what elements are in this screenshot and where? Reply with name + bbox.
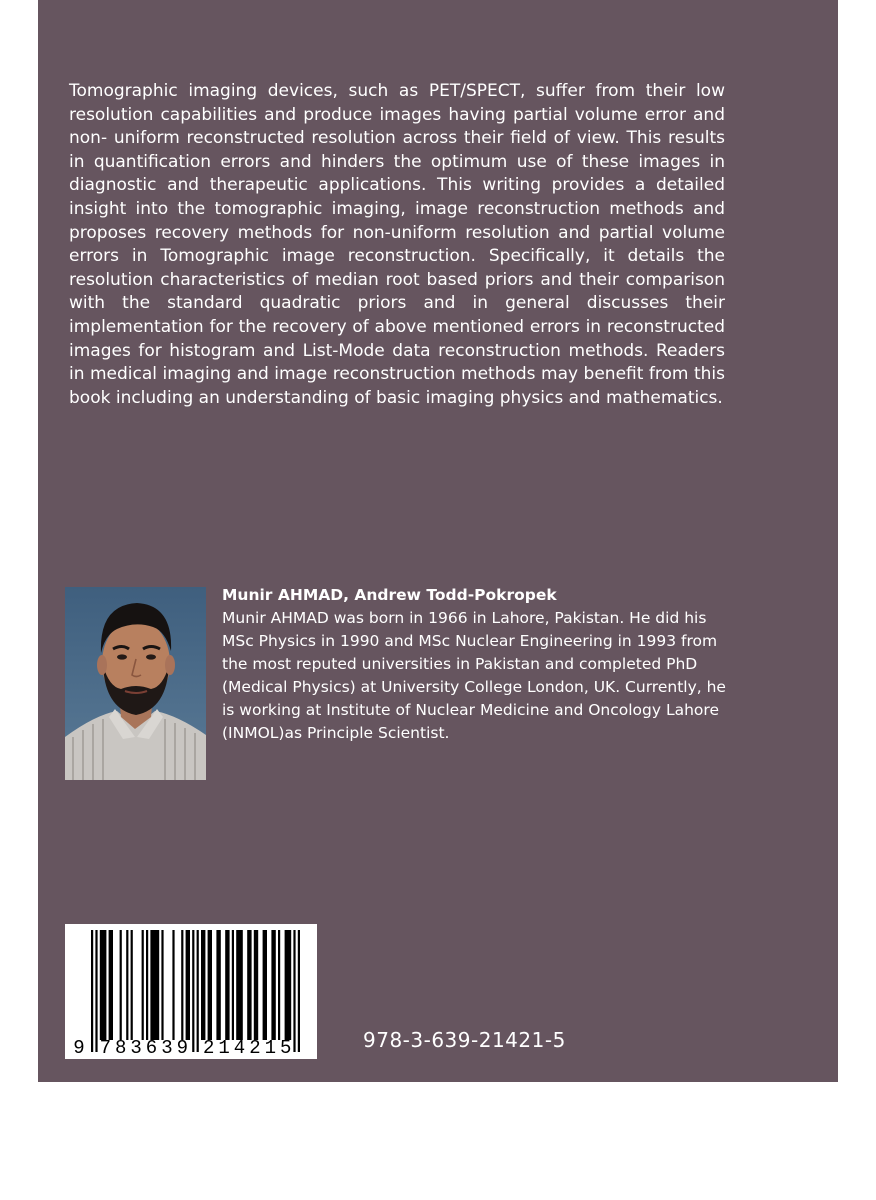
isbn-number: 978-3-639-21421-5 [363, 1028, 566, 1052]
author-names: Munir AHMAD, Andrew Todd-Pokropek [222, 586, 557, 604]
barcode-guard-bar [293, 930, 295, 1052]
barcode-bar [247, 930, 251, 1040]
barcode-guard-bar [197, 930, 199, 1052]
barcode-graphic [65, 924, 317, 1059]
barcode-digit: 9 [73, 1037, 85, 1059]
barcode-digit: 6 [145, 1037, 158, 1059]
author-portrait-illustration [65, 587, 206, 780]
author-biography: Munir AHMAD was born in 1966 in Lahore, Pakistan. He did his MSc Physics in 1990 and MSc Nuclear Engineering in 1993 from the most reputed universities in Pakistan and completed PhD (Medical Physics) at University College London, UK. Currently, he is working at Institute of Nuclear Medicine and Oncology Lahore (INMOL)as Principle Scientist. [222, 609, 726, 742]
barcode-guard-bar [91, 930, 93, 1052]
barcode-bar [278, 930, 280, 1040]
barcode-bar [150, 930, 159, 1040]
barcode-digit: 4 [233, 1037, 246, 1059]
book-description: Tomographic imaging devices, such as PET/SPECT, suffer from their low resolution capabilities and produce images having partial volume error and non- uniform reconstructed resolution across their field of view. This results in quantification errors and hinders the optimum use of these images in diagnostic and therapeutic applications. This writing provides a detailed insight into the tomographic imaging, image reconstruction methods and proposes recovery methods for non-uniform resolution and partial volume errors in Tomographic image reconstruction. Specifically, it details the resolution characteristics of median root based priors and their comparison with the standard quadratic priors and in general discusses their implementation for the recovery of above mentioned errors in reconstructed images for histogram and List-Mode data reconstruction methods. Readers in medical imaging and image reconstruction methods may benefit from this book including an understanding of basic imaging physics and mathematics. [69, 81, 725, 408]
barcode-bar [285, 930, 292, 1040]
barcode-digit: 2 [249, 1037, 261, 1059]
barcode-bar [201, 930, 205, 1040]
barcode-bar [186, 930, 190, 1040]
barcode-bar [232, 930, 234, 1040]
barcode-digit: 7 [99, 1037, 112, 1059]
barcode-bar [146, 930, 148, 1040]
barcode-bar [109, 930, 113, 1040]
barcode [65, 924, 317, 1059]
author-photo [65, 587, 206, 780]
barcode-bar [208, 930, 212, 1040]
barcode-bar [271, 930, 275, 1040]
barcode-digit: 5 [279, 1037, 292, 1059]
barcode-bar [161, 930, 163, 1040]
barcode-bar [216, 930, 220, 1040]
barcode-bar [131, 930, 133, 1040]
barcode-digit: 1 [218, 1037, 230, 1059]
barcode-bar [236, 930, 243, 1040]
barcode-bar [263, 930, 267, 1040]
barcode-digit: 8 [114, 1037, 127, 1059]
barcode-digit: 1 [264, 1037, 277, 1059]
barcode-guard-bar [95, 930, 97, 1052]
barcode-bar [225, 930, 229, 1040]
barcode-bar [142, 930, 144, 1040]
barcode-bar [172, 930, 174, 1040]
barcode-bar [254, 930, 258, 1040]
barcode-digit: 3 [130, 1037, 142, 1059]
barcode-bar [100, 930, 107, 1040]
barcode-guard-bar [192, 930, 194, 1052]
barcode-digit: 9 [176, 1037, 189, 1059]
barcode-digit: 2 [202, 1037, 215, 1059]
barcode-guard-bar [298, 930, 300, 1052]
barcode-bar [126, 930, 128, 1040]
barcode-bar [120, 930, 122, 1040]
barcode-digit: 3 [161, 1037, 173, 1059]
barcode-bar [181, 930, 183, 1040]
